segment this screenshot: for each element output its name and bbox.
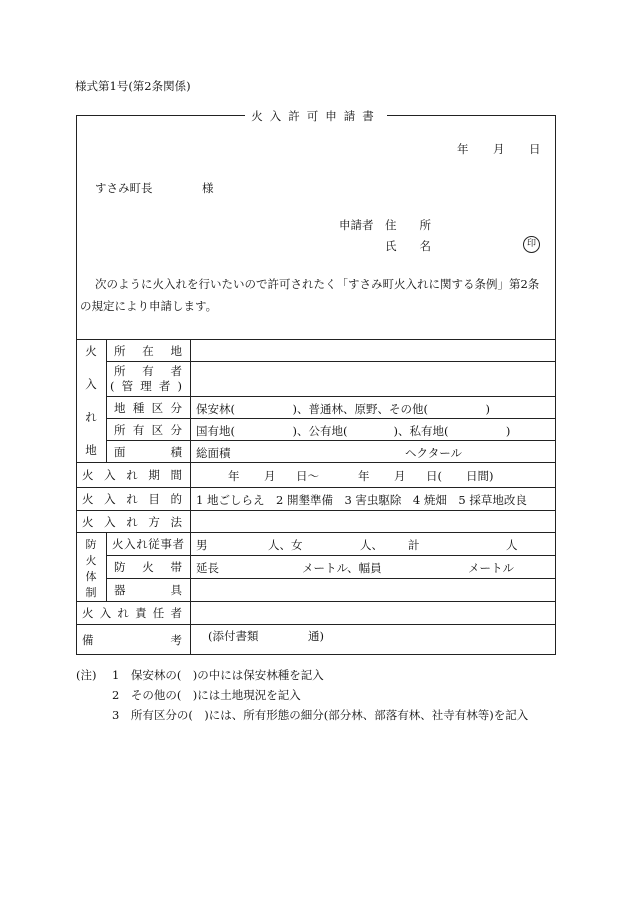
remarks-count-unit: 通) [308,629,324,643]
period-month-2: 月 [394,469,406,483]
row-rule [106,578,556,579]
workers-total-unit: 人 [506,538,518,552]
form-title [76,108,556,124]
period-year-1: 年 [228,469,240,483]
form-number: 様式第1号(第2条関係) [75,79,191,93]
form-title-text: 火入許可申請書 [245,109,387,123]
row-rule [76,532,556,533]
area-label: 面 積 [114,445,182,459]
owner-label: 所 有 者 [114,364,182,378]
date-year-char: 年 [457,142,469,156]
workers-male: 男 [196,538,208,552]
note-item: 1 保安林の( )の中には保安林種を記入 [112,668,324,682]
row-rule [76,624,556,625]
name-label: 氏 名 [385,239,431,253]
ownership-label: 所 有 区 分 [114,423,182,437]
date-month-char: 月 [493,142,505,156]
period-day-1: 日〜 [296,469,319,483]
method-label: 火 入 れ 方 法 [82,515,182,529]
remarks-attachments: (添付書類 [208,629,259,643]
area-unit: ヘクタール [405,446,463,460]
period-days: 日間) [466,469,494,483]
purpose-label: 火 入 れ 目 的 [82,492,182,506]
application-text-line-1: 次のように火入れを行いたいので許可されたく「すさみ町火入れに関する条例」第2条 [95,277,540,291]
row-rule [76,510,556,511]
row-rule [106,440,556,441]
addressee: すさみ町長 [95,181,153,195]
table-top-rule [76,339,556,340]
application-text-line-2: の規定により申請します。 [80,299,218,313]
applicant-label: 申請者 [339,218,374,232]
row-rule [76,601,556,602]
remarks-label: 備 考 [82,633,182,647]
row-rule [76,462,556,463]
address-label: 住 所 [385,218,431,232]
equipment-label: 器 具 [114,583,182,597]
firebreak-unit: メートル [468,561,514,575]
responsible-label: 火 入 れ 責 任 者 [82,606,182,620]
note-item: 3 所有区分の( )には、所有形態の細分(部分林、部落有林、社寺有林等)を記入 [112,708,529,722]
firebreak-length: 延長 [196,561,219,575]
note-item: 2 その他の( )には土地現況を記入 [112,688,301,702]
column-rule [190,339,191,655]
column-rule [106,532,107,601]
addressee-honorific: 様 [202,181,214,195]
workers-female-unit: 人、 [360,538,383,552]
row-rule [106,396,556,397]
manager-label: ( 管 理 者 ) [110,379,182,393]
fire-prevention-group-label: 防 火 体 制 [85,538,97,599]
row-rule [106,555,556,556]
seal-mark: 印 [523,236,540,253]
period-label: 火 入 れ 期 間 [82,468,182,482]
period-year-2: 年 [358,469,370,483]
date-day-char: 日 [529,142,541,156]
row-rule [76,487,556,488]
workers-female: 人、女 [268,538,303,552]
workers-total: 計 [408,538,420,552]
row-rule [106,361,556,362]
row-rule [106,418,556,419]
firebreak-label: 防 火 帯 [114,560,182,574]
land-type-label: 地 種 区 分 [114,401,182,415]
location-label: 所 在 地 [114,344,182,358]
notes-prefix: (注) [76,668,97,682]
firebreak-width: メートル、幅員 [302,561,382,575]
column-rule [106,339,107,462]
period-month-1: 月 [264,469,276,483]
workers-label: 火 入 れ 従 事 者 [112,537,184,551]
purpose-value: 1 地ごしらえ 2 開墾準備 3 害虫駆除 4 焼畑 5 採草地改良 [196,493,527,507]
period-day-2: 日( [426,469,442,483]
land-group-label: 火 入 れ 地 [85,344,97,457]
ownership-value: 国有地( )、公有地( )、私有地( ) [196,424,511,438]
area-prefix: 総面積 [196,446,231,460]
land-type-value: 保安林( )、普通林、原野、その他( ) [196,402,490,416]
